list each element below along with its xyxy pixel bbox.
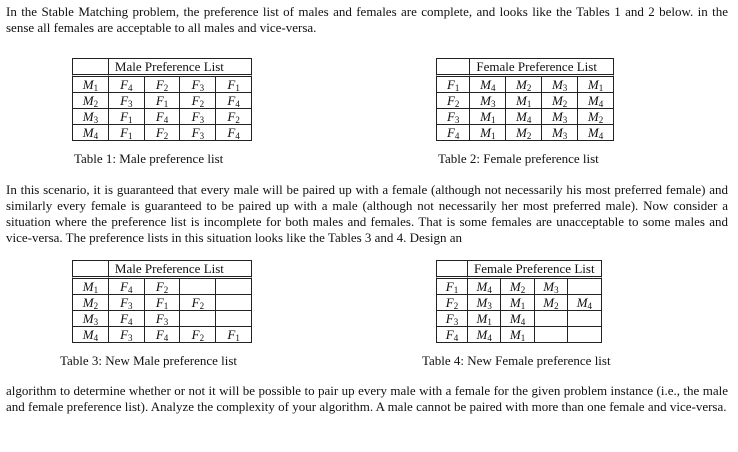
preference-cell: $M_4$ [506, 109, 542, 125]
preference-cell [216, 311, 252, 327]
preference-cell: $F_2$ [145, 279, 181, 295]
preference-cell: $F_4$ [145, 327, 181, 343]
captions-row-2 [6, 353, 728, 369]
preference-cell: $M_1$ [578, 77, 614, 93]
preference-cell: $F_3$ [180, 77, 216, 93]
scenario-paragraph: In this scenario, it is guaranteed that every male will be paired up with a female (although not necessarily his most preferred female) and similarly every female is guaranteed to be paired up with a male (although not necessarily her most preferred male). Now consider a situation where the preference list is incomplete for both males and females. That is some females are unacceptable to some males and vice-versa. The preference lists in this situation looks like the Tables 3 and 4. Design an [6, 182, 728, 245]
preference-cell: $F_3$ [180, 109, 216, 125]
table-row [72, 93, 252, 109]
preference-cell: $M_1$ [501, 295, 534, 311]
table-row [436, 109, 614, 125]
table-row [436, 311, 602, 327]
table-row [436, 295, 602, 311]
preference-cell: $F_4$ [109, 279, 145, 295]
preference-cell: $F_4$ [216, 125, 252, 141]
row-label-cell: $M_4$ [72, 125, 109, 141]
row-label-cell: $M_1$ [72, 77, 109, 93]
corner-cell [436, 58, 470, 77]
row-label-cell: $F_1$ [436, 279, 468, 295]
table-title: Female Preference List [470, 58, 614, 77]
preference-cell: $M_3$ [535, 279, 568, 295]
preference-cell: $F_1$ [145, 93, 181, 109]
preference-cell: $M_1$ [470, 125, 506, 141]
row-label-cell: $F_4$ [436, 327, 468, 343]
table-row [72, 125, 252, 141]
preference-cell [216, 295, 252, 311]
preference-cell: $F_1$ [109, 125, 145, 141]
preference-cell: $M_4$ [468, 327, 501, 343]
preference-cell [535, 311, 568, 327]
preference-cell: $F_2$ [180, 295, 216, 311]
preference-cell: $F_3$ [109, 295, 145, 311]
preference-cell [568, 279, 601, 295]
preference-cell: $F_4$ [216, 93, 252, 109]
new-female-preference-table [436, 260, 602, 343]
preference-cell: $M_3$ [470, 93, 506, 109]
row-label-cell: $M_3$ [72, 109, 109, 125]
preference-cell: $F_3$ [180, 125, 216, 141]
preference-cell: $M_3$ [542, 125, 578, 141]
preference-cell: $F_3$ [109, 93, 145, 109]
female-preference-table [436, 58, 614, 141]
table-row [436, 279, 602, 295]
corner-cell [436, 260, 468, 279]
preference-cell: $M_4$ [578, 125, 614, 141]
preference-cell: $M_1$ [506, 93, 542, 109]
preference-cell: $F_2$ [145, 77, 181, 93]
preference-cell: $M_2$ [578, 109, 614, 125]
captions-row-1 [6, 151, 728, 167]
table-row [436, 93, 614, 109]
preference-cell: $F_4$ [145, 109, 181, 125]
table-title: Male Preference List [109, 58, 252, 77]
preference-cell: $F_1$ [216, 327, 252, 343]
preference-cell: $F_4$ [109, 311, 145, 327]
preference-cell: $M_4$ [578, 93, 614, 109]
row-label-cell: $M_2$ [72, 93, 109, 109]
row-label-cell: $F_3$ [436, 109, 470, 125]
preference-cell: $M_2$ [535, 295, 568, 311]
preference-cell: $F_2$ [180, 327, 216, 343]
row-label-cell: $F_2$ [436, 295, 468, 311]
preference-cell: $M_2$ [506, 77, 542, 93]
preference-cell: $M_3$ [468, 295, 501, 311]
table-row [72, 109, 252, 125]
preference-cell [568, 327, 601, 343]
table-title: Male Preference List [109, 260, 252, 279]
preference-cell: $F_3$ [145, 311, 181, 327]
table-row [436, 125, 614, 141]
row-label-cell: $F_3$ [436, 311, 468, 327]
table-row [72, 77, 252, 93]
new-male-preference-table [72, 260, 252, 343]
preference-cell [535, 327, 568, 343]
table-3-caption: Table 3: New Male preference list [60, 353, 238, 368]
row-label-cell: $F_2$ [436, 93, 470, 109]
preference-cell: $M_4$ [468, 279, 501, 295]
table-row [72, 311, 252, 327]
preference-cell: $F_2$ [180, 93, 216, 109]
table-4-caption: Table 4: New Female preference list [422, 353, 611, 368]
row-label-cell: $M_2$ [72, 295, 109, 311]
row-label-cell: $F_1$ [436, 77, 470, 93]
preference-cell: $M_2$ [501, 279, 534, 295]
table-1-caption: Table 1: Male preference list [74, 151, 224, 166]
table-title: Female Preference List [468, 260, 602, 279]
row-label-cell: $F_4$ [436, 125, 470, 141]
preference-cell: $M_4$ [568, 295, 601, 311]
preference-cell [568, 311, 601, 327]
preference-cell: $M_4$ [501, 311, 534, 327]
algorithm-paragraph: algorithm to determine whether or not it will be possible to pair up every male with a female for the given problem instance (i.e., the male and female preference list). Analyze the complexity of your algorithm. A male cannot be paired with more than one female and vice-versa. [6, 383, 728, 414]
preference-cell: $F_2$ [145, 125, 181, 141]
male-preference-table [72, 58, 252, 141]
table-row [72, 279, 252, 295]
intro-paragraph: In the Stable Matching problem, the preference list of males and females are complete, and looks like the Tables 1 and 2 below. in the sense all females are acceptable to all males and vice-versa. [6, 4, 728, 35]
table-row [436, 327, 602, 343]
preference-cell: $F_1$ [145, 295, 181, 311]
preference-cell: $F_2$ [216, 109, 252, 125]
tables-row-1 [6, 58, 728, 141]
row-label-cell: $M_4$ [72, 327, 109, 343]
preference-cell: $M_4$ [470, 77, 506, 93]
preference-cell: $F_4$ [109, 77, 145, 93]
corner-cell [72, 58, 109, 77]
preference-cell: $M_2$ [506, 125, 542, 141]
preference-cell: $F_3$ [109, 327, 145, 343]
preference-cell [180, 311, 216, 327]
row-label-cell: $M_1$ [72, 279, 109, 295]
table-row [436, 77, 614, 93]
preference-cell: $F_1$ [216, 77, 252, 93]
row-label-cell: $M_3$ [72, 311, 109, 327]
table-2-caption: Table 2: Female preference list [438, 151, 599, 166]
table-row [72, 327, 252, 343]
corner-cell [72, 260, 109, 279]
preference-cell [216, 279, 252, 295]
preference-cell: $F_1$ [109, 109, 145, 125]
preference-cell: $M_1$ [470, 109, 506, 125]
table-row [72, 295, 252, 311]
preference-cell: $M_1$ [501, 327, 534, 343]
preference-cell: $M_3$ [542, 109, 578, 125]
preference-cell: $M_3$ [542, 77, 578, 93]
preference-cell: $M_1$ [468, 311, 501, 327]
preference-cell: $M_2$ [542, 93, 578, 109]
preference-cell [180, 279, 216, 295]
tables-row-2 [6, 260, 728, 343]
